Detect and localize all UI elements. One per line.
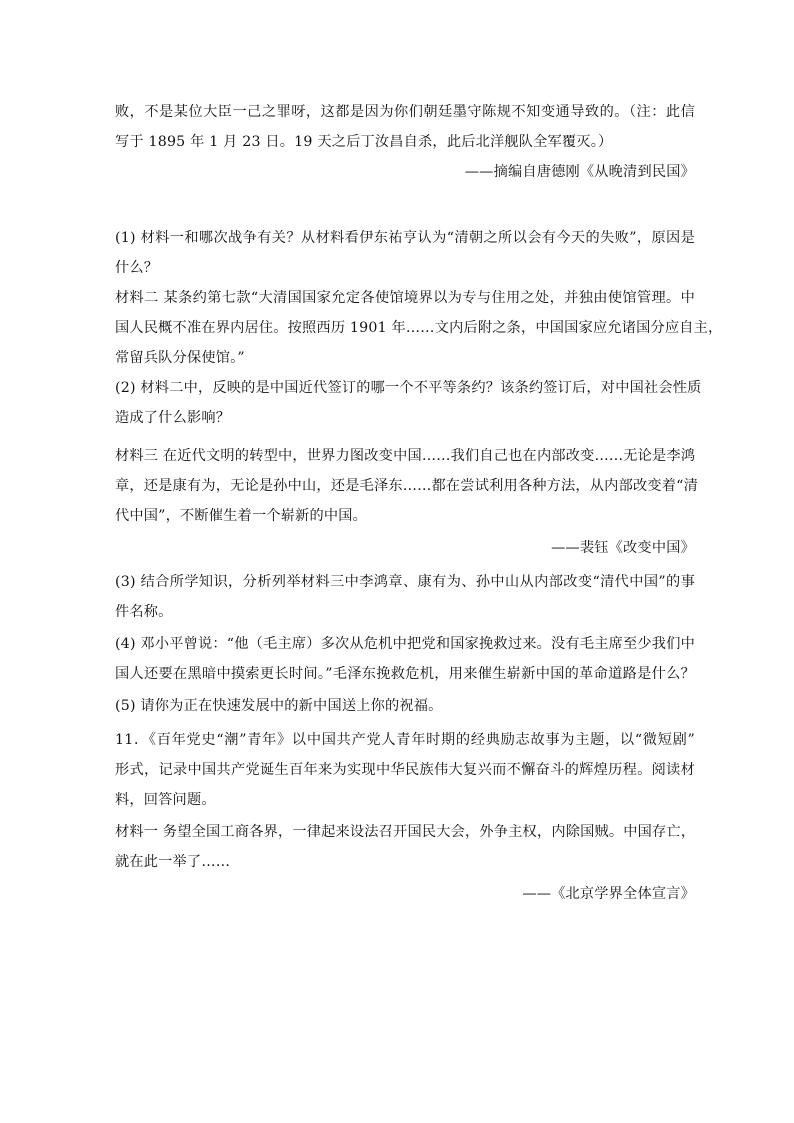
material-2: 材料二 某条约第七款“大清国国家允定各使馆境界以为专与住用之处，并独由使馆管理。中 xyxy=(115,290,695,306)
source-citation: ——摘编自唐德刚《从晚清到民国》 xyxy=(464,164,695,180)
text-line: 章，还是康有为，无论是孙中山，还是毛泽东……都在尝试利用各种方法，从内部改变着“清 xyxy=(115,478,698,494)
text-line: 国人民概不准在界内居住。按照西历 1901 年……文内后附之条，中国国家应允诸国分应自主， xyxy=(115,320,723,336)
text-line: 料，回答问题。 xyxy=(115,792,216,808)
question-11: 11．《百年党史“潮”青年》以中国共产党人青年时期的经典励志故事为主题，以“微短剧” xyxy=(115,732,695,748)
text-line: 败，不是某位大臣一己之罪呀，这都是因为你们朝廷墨守陈规不知变通导致的。（注：此信 xyxy=(115,104,695,120)
text-line: 写于 1895 年 1 月 23 日。19 天之后丁汝昌自杀，此后北洋舰队全军覆灭。） xyxy=(115,134,613,150)
question-1: (1) 材料一和哪次战争有关？从材料看伊东祐亨认为“清朝之所以会有今天的失败”，原因是 xyxy=(115,230,695,246)
text-line: 就在此一举了…… xyxy=(115,854,231,870)
source-citation: ——裴钰《改变中国》 xyxy=(551,540,695,556)
question-5: (5) 请你为正在快速发展中的新中国送上你的祝福。 xyxy=(115,698,443,714)
source-citation: ——《北京学界全体宣言》 xyxy=(522,886,695,902)
text-line: 代中国”，不断催生着一个崭新的中国。 xyxy=(115,508,368,524)
text-line: 件名称。 xyxy=(115,604,173,620)
material-3: 材料三 在近代文明的转型中，世界力图改变中国……我们自己也在内部改变……无论是李鸿 xyxy=(115,448,696,464)
question-2: (2) 材料二中，反映的是中国近代签订的哪一个不平等条约？该条约签订后，对中国社会性质 xyxy=(115,380,702,396)
text-line: 什么？ xyxy=(115,260,159,276)
question-4: (4) 邓小平曾说：“他（毛主席）多次从危机中把党和国家挽救过来。没有毛主席至少我们中 xyxy=(115,636,695,652)
text-line: 造成了什么影响？ xyxy=(115,410,231,426)
question-3: (3) 结合所学知识，分析列举材料三中李鸿章、康有为、孙中山从内部改变“清代中国”的事 xyxy=(115,574,695,590)
text-line: 常留兵队分保使馆。” xyxy=(115,350,245,366)
material-1: 材料一 务望全国工商各界，一律起来设法召开国民大会，外争主权，内除国贼。中国存亡， xyxy=(115,824,696,840)
text-line: 国人还要在黑暗中摸索更长时间。”毛泽东挽救危机，用来催生崭新中国的革命道路是什么？ xyxy=(115,666,695,682)
text-line: 形式，记录中国共产党诞生百年来为实现中华民族伟大复兴而不懈奋斗的辉煌历程。阅读材 xyxy=(115,762,695,778)
